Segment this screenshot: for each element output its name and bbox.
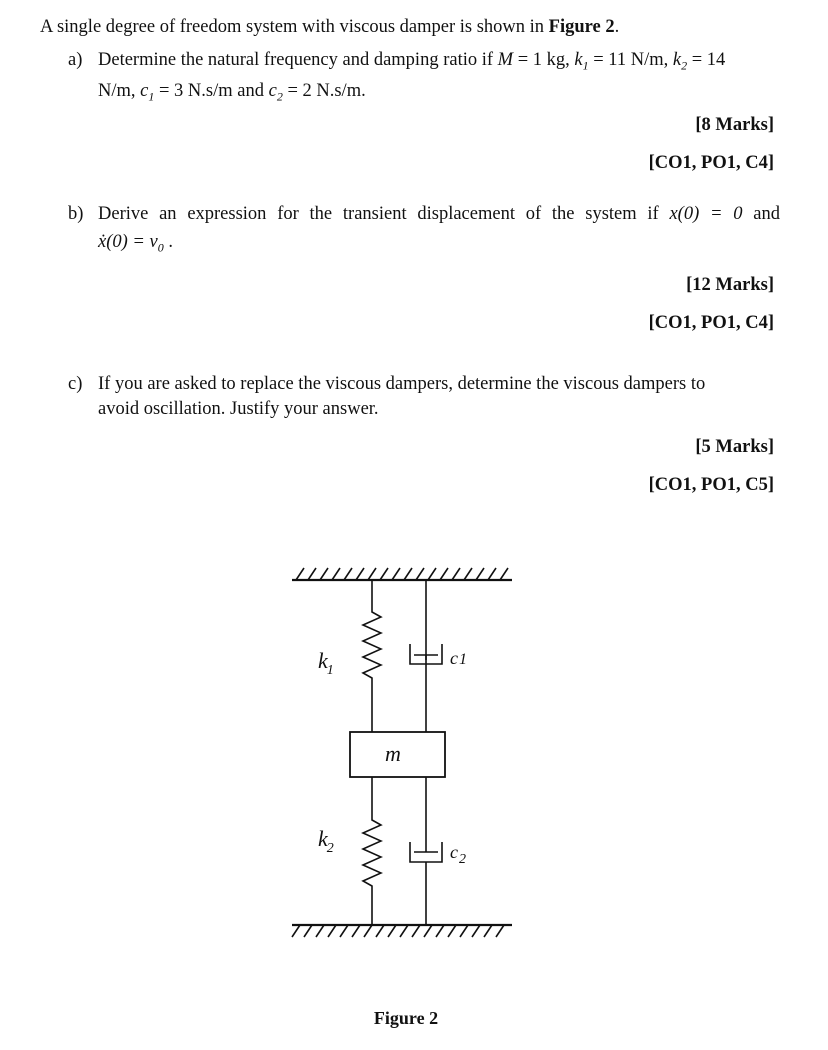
part-a-label: a) [68,50,83,70]
part-c-label: c) [68,374,83,394]
spring-k1 [363,580,381,732]
question-intro: A single degree of freedom system with viscous damper is shown in Figure 2. [40,17,620,37]
top-ground [292,568,512,580]
mass-label: m [385,741,401,766]
figure-caption: Figure 2 [373,1008,439,1028]
damper-c2 [410,777,442,925]
c1-label: c1 [450,648,467,668]
bottom-ground [292,925,512,937]
part-b-outcomes: [CO1, PO1, C4] [648,313,774,333]
k1-label: k1 [318,648,334,678]
part-c-outcomes: [CO1, PO1, C5] [648,475,774,495]
k2-label: k2 [318,826,334,856]
part-a-text: Determine the natural frequency and damping ratio if M = 1 kg, $k_1 = 11$ N/m, $k_2 = 14$ N/m, $c_1 = 3$ N.s/m and $c_2 = 2$ N.s/m. [98,50,726,104]
damper-c1 [410,580,442,732]
part-c-marks-value: [5 Marks] [695,437,774,457]
part-b-text: Derive an expression for the transient displacement of the system if x(0) = 0 and ẋ(0) = $v_0$ . [98,204,780,255]
part-b-marks-value: [12 Marks] [686,275,774,295]
part-b-label: b) [68,204,84,224]
c2-label: $c_2$ [450,842,466,867]
part-c-text: If you are asked to replace the viscous dampers, determine the viscous dampers to avoid oscillation. Justify your answer. [98,374,706,419]
part-a-marks-value: [8 Marks] [695,115,774,135]
spring-k2 [363,777,381,925]
figure-reference: Figure 2 [548,17,615,37]
part-a-outcomes: [CO1, PO1, C4] [648,153,774,173]
